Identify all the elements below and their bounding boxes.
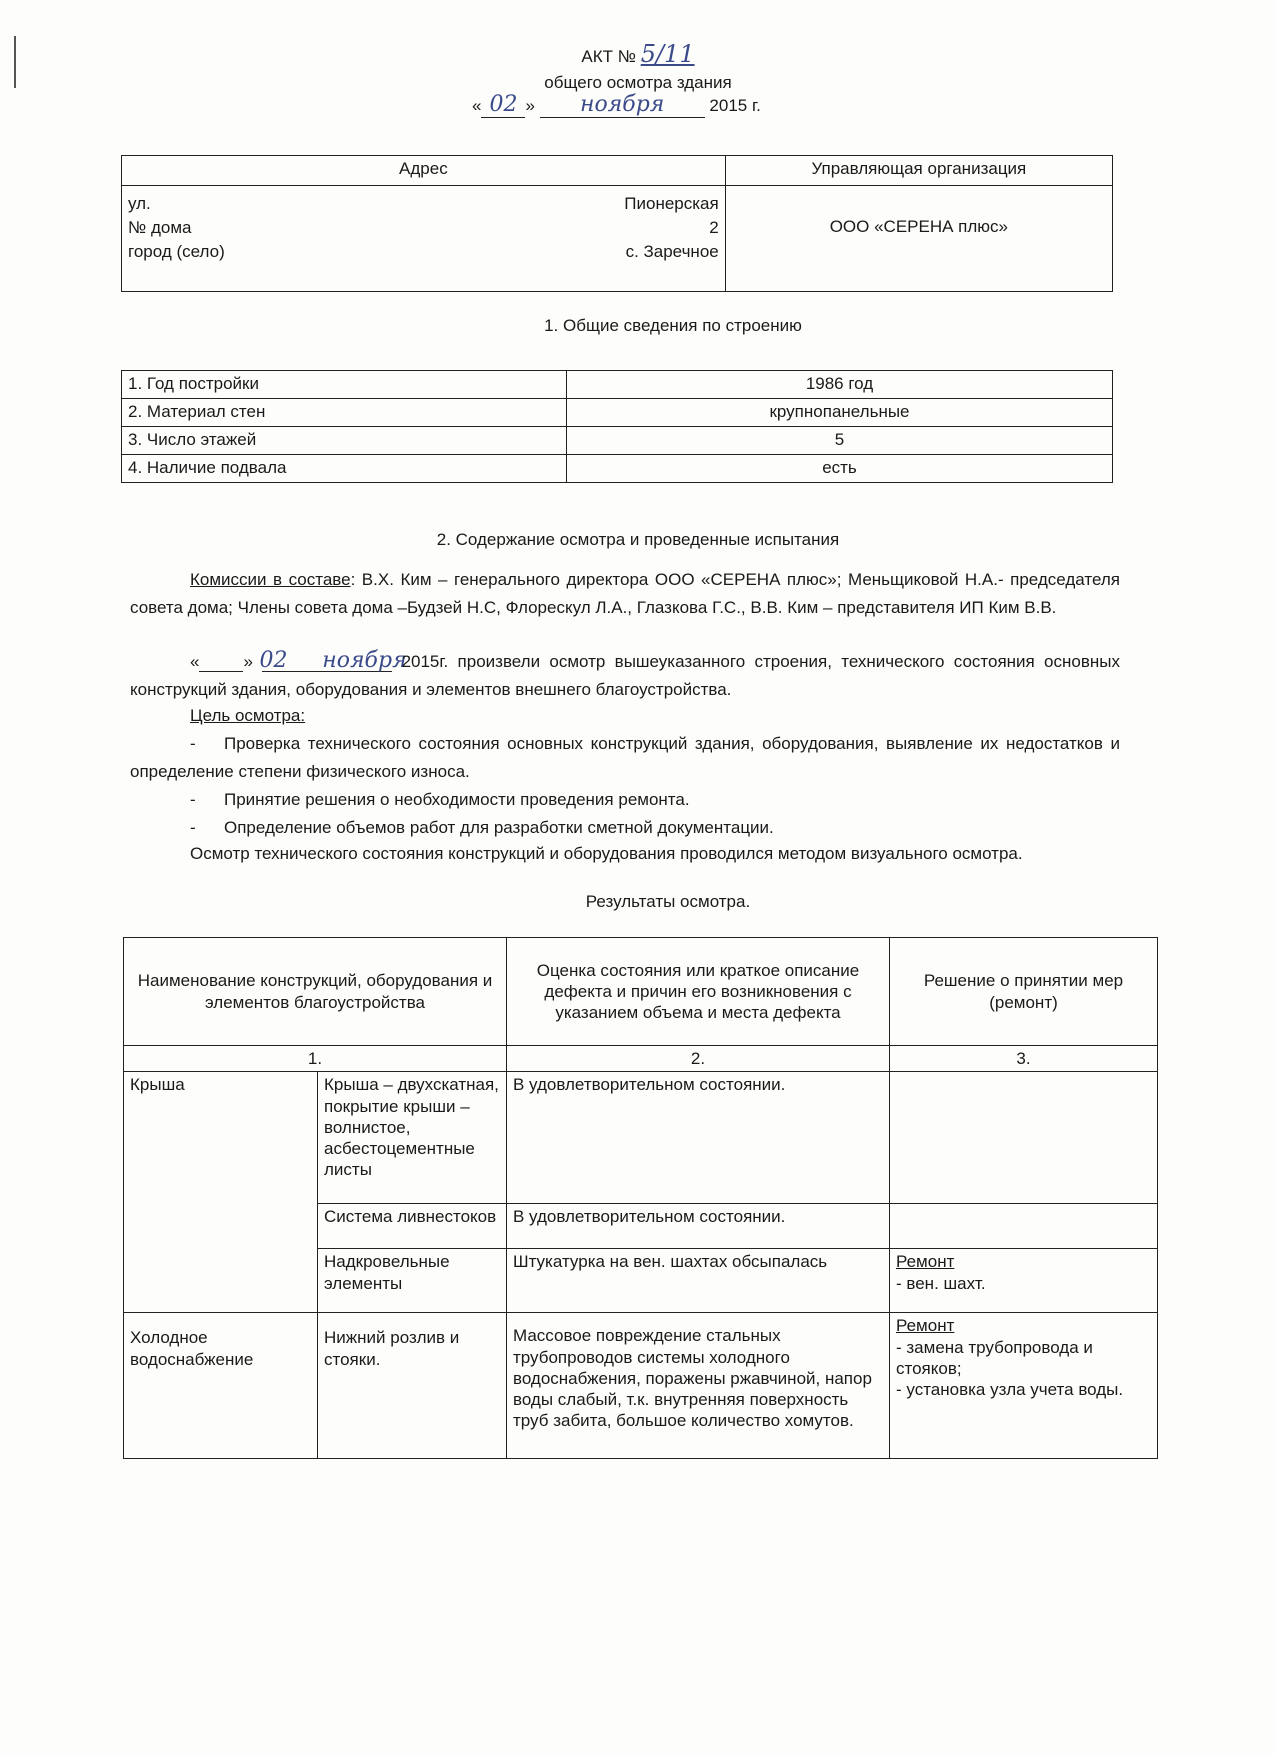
roof-sub-2-state: В удовлетворительном состоянии. — [507, 1204, 890, 1249]
act-date: « 02 » ноября 2015 г. — [472, 92, 761, 117]
inspection-text: 2015г. произвели осмотр вышеуказанного строения, технического состояния основных конструкций здания, оборудования и элементов внешнего благоустройства. — [130, 652, 1120, 699]
repair-item: - замена трубопровода и стояков; — [896, 1337, 1093, 1378]
address-cell — [122, 186, 726, 292]
street-label: ул. — [128, 194, 151, 213]
house-value: 2 — [709, 218, 719, 237]
address-table — [121, 155, 1113, 292]
inspection-paragraph: « 02» ноября 2015г. произвели осмотр вышеуказанного строения, технического состояния основных конструкций здания, оборудования и элементов внешнего благоустройства. — [130, 648, 1120, 699]
act-number: 5/11 — [640, 40, 695, 68]
section1-title: 1. Общие сведения по строению — [544, 316, 802, 335]
info-value: крупнопанельные — [567, 399, 1113, 427]
street-value: Пионерская — [624, 194, 719, 213]
roof-sub-1-decision — [890, 1072, 1158, 1204]
repair-title: Ремонт — [896, 1252, 955, 1272]
method-paragraph: Осмотр технического состояния конструкций и оборудования проводился методом визуального осмотра. — [190, 844, 1023, 863]
info-value: 5 — [567, 427, 1113, 455]
repair-title: Ремонт — [896, 1316, 955, 1336]
info-label: 3. Число этажей — [122, 427, 567, 455]
roof-sub-2: Система ливнестоков — [318, 1204, 507, 1249]
roof-name: Крыша — [124, 1072, 318, 1313]
building-info-table — [121, 370, 1113, 483]
repair-item: - вен. шахт. — [896, 1273, 986, 1293]
commission-text: : В.Х. Ким – генерального директора ООО «СЕРЕНА плюс»; Меньщиковой Н.А.- председателя совета дома; Члены совета дома –Будзей Н.С, Флорескул Л.А., Глазкова Г.С., В.В. Ким – представителя ИП Ким В.В. — [130, 570, 1120, 617]
city-value: с. Заречное — [625, 242, 719, 261]
date-year: 2015 г. — [709, 96, 761, 115]
water-name: Холодное водоснабжение — [124, 1313, 318, 1459]
date-month: ноября — [540, 92, 705, 118]
repair-item: - установка узла учета воды. — [896, 1380, 1124, 1399]
info-value: 1986 год — [567, 371, 1113, 399]
date-day: 02 — [481, 92, 525, 118]
results-header-3: Решение о принятии мер (ремонт) — [890, 938, 1158, 1046]
roof-sub-3-decision — [890, 1249, 1158, 1313]
house-label: № дома — [128, 218, 192, 237]
column-number: 3. — [890, 1046, 1158, 1072]
roof-sub-3: Надкровельные элементы — [318, 1249, 507, 1313]
purpose-item: - Принятие решения о необходимости проведения ремонта. — [190, 790, 690, 809]
inspection-day: 02 — [199, 651, 243, 672]
act-title — [0, 40, 1276, 68]
column-number: 2. — [507, 1046, 890, 1072]
roof-sub-2-decision — [890, 1204, 1158, 1249]
commission-label: Комиссии в составе — [190, 570, 351, 589]
roof-sub-1-state: В удовлетворительном состоянии. — [507, 1072, 890, 1204]
inspection-month: ноября — [262, 651, 392, 672]
purpose-label: Цель осмотра: — [190, 706, 306, 725]
roof-sub-3-state: Штукатурка на вен. шахтах обсыпалась — [507, 1249, 890, 1313]
results-title: Результаты осмотра. — [585, 892, 751, 911]
city-label: город (село) — [128, 242, 225, 261]
act-label: АКТ № — [581, 47, 636, 66]
purpose-item: - Определение объемов работ для разработки сметной документации. — [190, 818, 774, 837]
info-label: 1. Год постройки — [122, 371, 567, 399]
water-decision — [890, 1313, 1158, 1459]
results-table — [123, 937, 1158, 1459]
column-number: 1. — [124, 1046, 507, 1072]
water-state: Массовое повреждение стальных трубопроводов системы холодного водоснабжения, поражены ржавчиной, напор воды слабый, т.к. внутренняя поверхность труб забита, большое количество хомутов. — [507, 1313, 890, 1459]
water-sub: Нижний розлив и стояки. — [318, 1313, 507, 1459]
act-subtitle: общего осмотра здания — [544, 73, 732, 92]
org-value: ООО «СЕРЕНА плюс» — [725, 186, 1112, 292]
info-value: есть — [567, 455, 1113, 483]
results-header-2: Оценка состояния или краткое описание дефекта и причин его возникновения с указанием объема и места дефекта — [507, 938, 890, 1046]
purpose-item: - Проверка технического состояния основных конструкций здания, оборудования, выявление их недостатков и определение степени физического износа. — [130, 734, 1120, 781]
address-header: Адрес — [122, 156, 726, 186]
info-label: 4. Наличие подвала — [122, 455, 567, 483]
section2-title: 2. Содержание осмотра и проведенные испытания — [436, 530, 840, 549]
roof-sub-1: Крыша – двухскатная, покрытие крыши – волнистое, асбестоцементные листы — [318, 1072, 507, 1204]
info-label: 2. Материал стен — [122, 399, 567, 427]
results-header-1: Наименование конструкций, оборудования и элементов благоустройства — [124, 938, 507, 1046]
commission-paragraph — [130, 566, 1120, 622]
org-header: Управляющая организация — [725, 156, 1112, 186]
